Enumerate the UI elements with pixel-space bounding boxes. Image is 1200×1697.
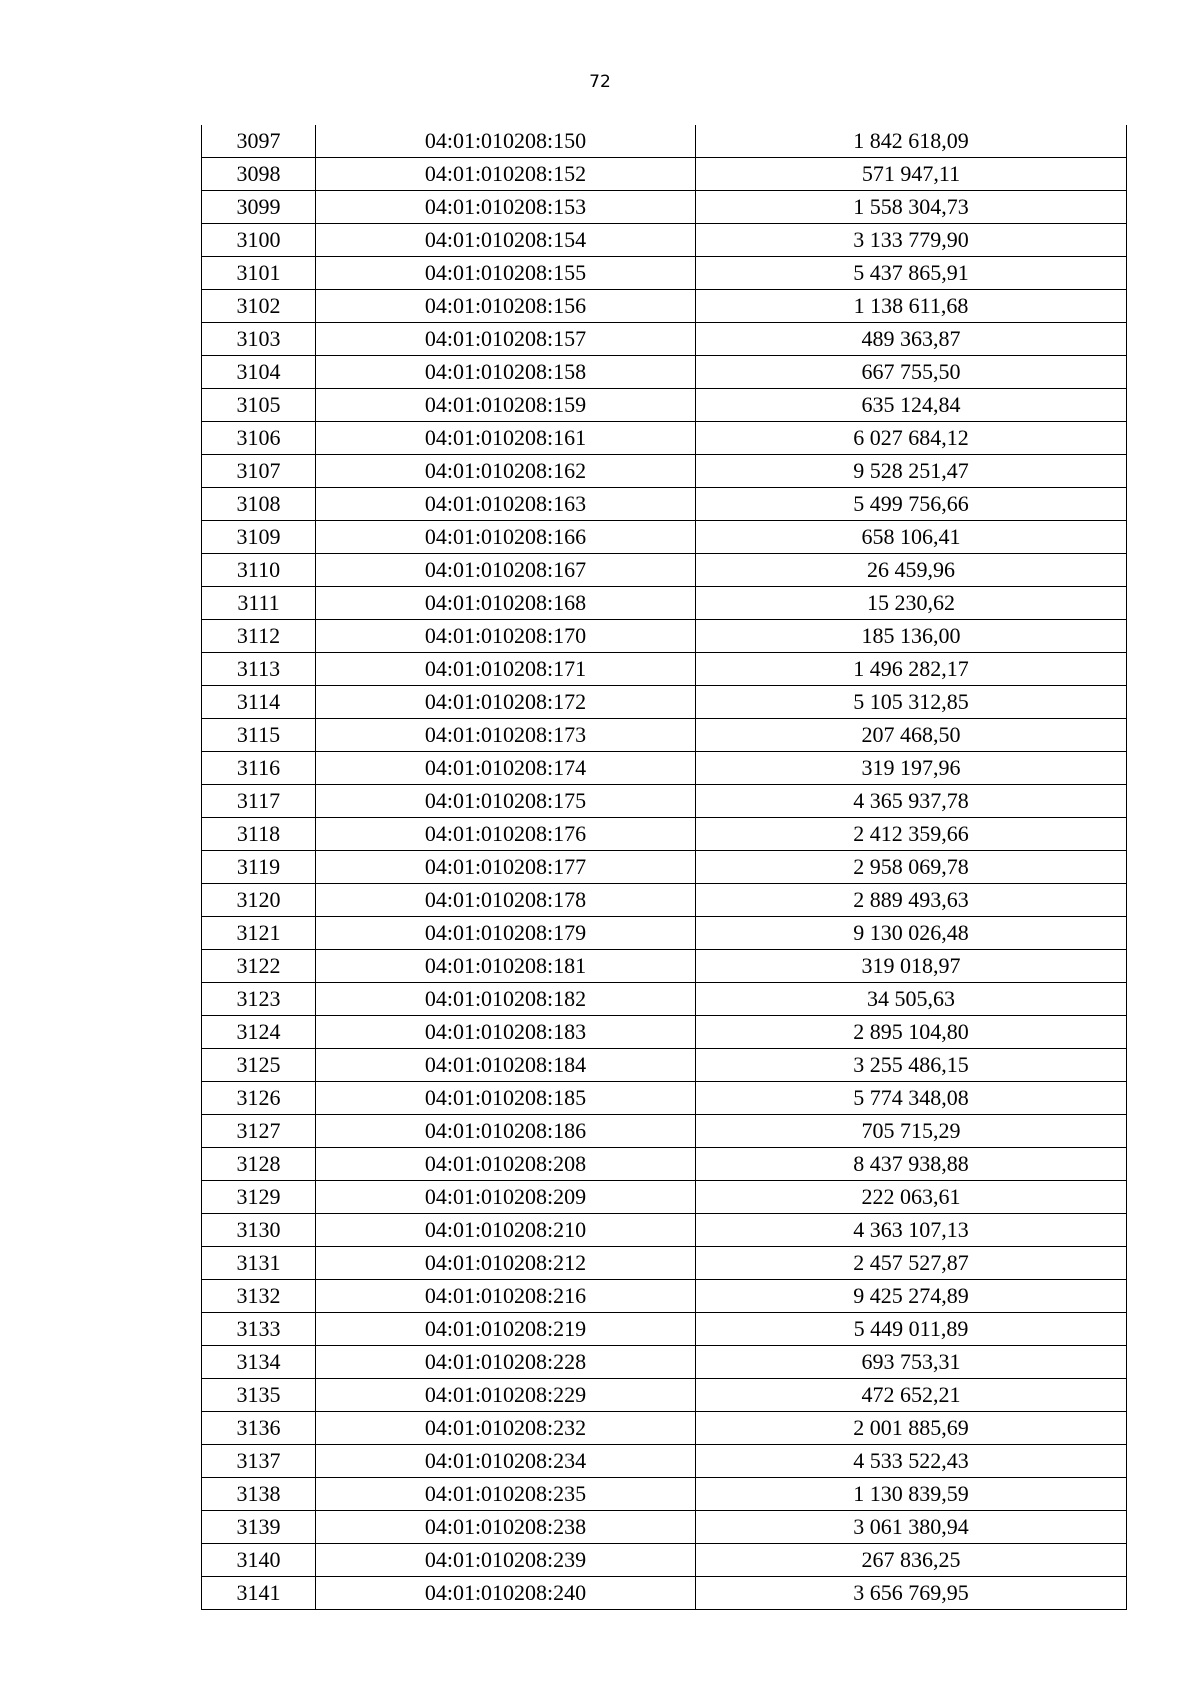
cadastral-number-cell: 04:01:010208:182: [316, 983, 696, 1016]
cadastral-number-cell: 04:01:010208:216: [316, 1280, 696, 1313]
cadastral-value-cell: 185 136,00: [696, 620, 1127, 653]
table-row: [202, 521, 1127, 554]
cadastral-value-cell: 3 656 769,95: [696, 1577, 1127, 1610]
cadastral-value-cell: 2 895 104,80: [696, 1016, 1127, 1049]
cadastral-value-cell: 693 753,31: [696, 1346, 1127, 1379]
cadastral-value-cell: 2 001 885,69: [696, 1412, 1127, 1445]
cadastral-value-cell: 4 363 107,13: [696, 1214, 1127, 1247]
cadastral-value-cell: 9 528 251,47: [696, 455, 1127, 488]
cadastral-number-cell: 04:01:010208:238: [316, 1511, 696, 1544]
cadastral-number-cell: 04:01:010208:162: [316, 455, 696, 488]
table-row: [202, 158, 1127, 191]
table-row: [202, 1346, 1127, 1379]
cadastral-value-cell: 1 130 839,59: [696, 1478, 1127, 1511]
table-row: [202, 851, 1127, 884]
table-row: [202, 983, 1127, 1016]
cadastral-value-cell: 2 958 069,78: [696, 851, 1127, 884]
cadastral-number-cell: 04:01:010208:171: [316, 653, 696, 686]
table-row: [202, 752, 1127, 785]
cadastral-number-cell: 04:01:010208:183: [316, 1016, 696, 1049]
row-number-cell: 3102: [202, 290, 316, 323]
row-number-cell: 3136: [202, 1412, 316, 1445]
cadastral-number-cell: 04:01:010208:159: [316, 389, 696, 422]
cadastral-number-cell: 04:01:010208:178: [316, 884, 696, 917]
cadastral-number-cell: 04:01:010208:174: [316, 752, 696, 785]
cadastral-number-cell: 04:01:010208:185: [316, 1082, 696, 1115]
row-number-cell: 3112: [202, 620, 316, 653]
cadastral-number-cell: 04:01:010208:157: [316, 323, 696, 356]
table-body: [202, 125, 1127, 1610]
cadastral-number-cell: 04:01:010208:156: [316, 290, 696, 323]
cadastral-value-cell: 207 468,50: [696, 719, 1127, 752]
cadastral-number-cell: 04:01:010208:232: [316, 1412, 696, 1445]
table-row: [202, 719, 1127, 752]
table-row: [202, 257, 1127, 290]
row-number-cell: 3121: [202, 917, 316, 950]
cadastral-number-cell: 04:01:010208:234: [316, 1445, 696, 1478]
cadastral-value-cell: 2 412 359,66: [696, 818, 1127, 851]
table-row: [202, 1181, 1127, 1214]
cadastral-number-cell: 04:01:010208:219: [316, 1313, 696, 1346]
table-row: [202, 1478, 1127, 1511]
cadastral-value-table: [201, 125, 1127, 1610]
cadastral-number-cell: 04:01:010208:184: [316, 1049, 696, 1082]
row-number-cell: 3133: [202, 1313, 316, 1346]
row-number-cell: 3119: [202, 851, 316, 884]
cadastral-value-cell: 705 715,29: [696, 1115, 1127, 1148]
table-row: [202, 125, 1127, 158]
cadastral-value-cell: 319 018,97: [696, 950, 1127, 983]
cadastral-number-cell: 04:01:010208:239: [316, 1544, 696, 1577]
cadastral-value-cell: 1 496 282,17: [696, 653, 1127, 686]
table-row: [202, 884, 1127, 917]
cadastral-number-cell: 04:01:010208:153: [316, 191, 696, 224]
table-row: [202, 290, 1127, 323]
cadastral-value-cell: 635 124,84: [696, 389, 1127, 422]
cadastral-number-cell: 04:01:010208:176: [316, 818, 696, 851]
row-number-cell: 3122: [202, 950, 316, 983]
cadastral-value-cell: 3 133 779,90: [696, 224, 1127, 257]
row-number-cell: 3128: [202, 1148, 316, 1181]
table-row: [202, 1148, 1127, 1181]
table-row: [202, 1511, 1127, 1544]
cadastral-value-cell: 34 505,63: [696, 983, 1127, 1016]
cadastral-value-cell: 3 255 486,15: [696, 1049, 1127, 1082]
page-number: 72: [589, 72, 611, 92]
cadastral-number-cell: 04:01:010208:173: [316, 719, 696, 752]
cadastral-value-cell: 2 889 493,63: [696, 884, 1127, 917]
table-row: [202, 488, 1127, 521]
row-number-cell: 3109: [202, 521, 316, 554]
row-number-cell: 3107: [202, 455, 316, 488]
cadastral-value-cell: 489 363,87: [696, 323, 1127, 356]
cadastral-number-cell: 04:01:010208:240: [316, 1577, 696, 1610]
cadastral-number-cell: 04:01:010208:167: [316, 554, 696, 587]
table-row: [202, 422, 1127, 455]
cadastral-value-cell: 667 755,50: [696, 356, 1127, 389]
table-row: [202, 686, 1127, 719]
row-number-cell: 3118: [202, 818, 316, 851]
row-number-cell: 3134: [202, 1346, 316, 1379]
cadastral-number-cell: 04:01:010208:229: [316, 1379, 696, 1412]
table-row: [202, 653, 1127, 686]
table-row: [202, 191, 1127, 224]
table-row: [202, 1412, 1127, 1445]
table-row: [202, 1313, 1127, 1346]
table-row: [202, 323, 1127, 356]
table-row: [202, 1379, 1127, 1412]
cadastral-number-cell: 04:01:010208:150: [316, 125, 696, 158]
cadastral-value-cell: 319 197,96: [696, 752, 1127, 785]
row-number-cell: 3126: [202, 1082, 316, 1115]
row-number-cell: 3113: [202, 653, 316, 686]
row-number-cell: 3116: [202, 752, 316, 785]
cadastral-number-cell: 04:01:010208:158: [316, 356, 696, 389]
table-row: [202, 389, 1127, 422]
table-row: [202, 1214, 1127, 1247]
row-number-cell: 3110: [202, 554, 316, 587]
row-number-cell: 3103: [202, 323, 316, 356]
cadastral-value-cell: 4 533 522,43: [696, 1445, 1127, 1478]
table-row: [202, 587, 1127, 620]
row-number-cell: 3140: [202, 1544, 316, 1577]
row-number-cell: 3127: [202, 1115, 316, 1148]
table-row: [202, 1247, 1127, 1280]
row-number-cell: 3101: [202, 257, 316, 290]
cadastral-value-cell: 1 558 304,73: [696, 191, 1127, 224]
cadastral-number-cell: 04:01:010208:228: [316, 1346, 696, 1379]
cadastral-number-cell: 04:01:010208:168: [316, 587, 696, 620]
table-row: [202, 554, 1127, 587]
row-number-cell: 3100: [202, 224, 316, 257]
row-number-cell: 3097: [202, 125, 316, 158]
cadastral-number-cell: 04:01:010208:166: [316, 521, 696, 554]
table-row: [202, 950, 1127, 983]
table-row: [202, 1445, 1127, 1478]
row-number-cell: 3123: [202, 983, 316, 1016]
cadastral-number-cell: 04:01:010208:155: [316, 257, 696, 290]
row-number-cell: 3130: [202, 1214, 316, 1247]
cadastral-value-cell: 472 652,21: [696, 1379, 1127, 1412]
cadastral-value-cell: 3 061 380,94: [696, 1511, 1127, 1544]
cadastral-value-cell: 5 437 865,91: [696, 257, 1127, 290]
cadastral-number-cell: 04:01:010208:212: [316, 1247, 696, 1280]
table-row: [202, 917, 1127, 950]
row-number-cell: 3115: [202, 719, 316, 752]
row-number-cell: 3117: [202, 785, 316, 818]
row-number-cell: 3098: [202, 158, 316, 191]
cadastral-number-cell: 04:01:010208:170: [316, 620, 696, 653]
cadastral-value-cell: 222 063,61: [696, 1181, 1127, 1214]
cadastral-number-cell: 04:01:010208:209: [316, 1181, 696, 1214]
cadastral-value-cell: 15 230,62: [696, 587, 1127, 620]
table-row: [202, 1577, 1127, 1610]
table-row: [202, 224, 1127, 257]
cadastral-number-cell: 04:01:010208:235: [316, 1478, 696, 1511]
cadastral-value-cell: 5 449 011,89: [696, 1313, 1127, 1346]
row-number-cell: 3125: [202, 1049, 316, 1082]
table-row: [202, 785, 1127, 818]
cadastral-number-cell: 04:01:010208:175: [316, 785, 696, 818]
row-number-cell: 3106: [202, 422, 316, 455]
cadastral-number-cell: 04:01:010208:152: [316, 158, 696, 191]
row-number-cell: 3099: [202, 191, 316, 224]
cadastral-number-cell: 04:01:010208:181: [316, 950, 696, 983]
cadastral-number-cell: 04:01:010208:208: [316, 1148, 696, 1181]
cadastral-value-cell: 571 947,11: [696, 158, 1127, 191]
cadastral-value-cell: 26 459,96: [696, 554, 1127, 587]
table-row: [202, 1016, 1127, 1049]
cadastral-value-cell: 1 842 618,09: [696, 125, 1127, 158]
table-row: [202, 1280, 1127, 1313]
row-number-cell: 3124: [202, 1016, 316, 1049]
row-number-cell: 3131: [202, 1247, 316, 1280]
row-number-cell: 3104: [202, 356, 316, 389]
row-number-cell: 3111: [202, 587, 316, 620]
cadastral-number-cell: 04:01:010208:179: [316, 917, 696, 950]
table-row: [202, 1082, 1127, 1115]
row-number-cell: 3108: [202, 488, 316, 521]
cadastral-value-cell: 1 138 611,68: [696, 290, 1127, 323]
row-number-cell: 3141: [202, 1577, 316, 1610]
row-number-cell: 3114: [202, 686, 316, 719]
row-number-cell: 3139: [202, 1511, 316, 1544]
cadastral-value-cell: 5 774 348,08: [696, 1082, 1127, 1115]
cadastral-number-cell: 04:01:010208:154: [316, 224, 696, 257]
table-row: [202, 818, 1127, 851]
cadastral-number-cell: 04:01:010208:161: [316, 422, 696, 455]
row-number-cell: 3137: [202, 1445, 316, 1478]
table-row: [202, 620, 1127, 653]
cadastral-value-cell: 5 499 756,66: [696, 488, 1127, 521]
row-number-cell: 3120: [202, 884, 316, 917]
cadastral-value-cell: 658 106,41: [696, 521, 1127, 554]
cadastral-value-cell: 6 027 684,12: [696, 422, 1127, 455]
cadastral-number-cell: 04:01:010208:210: [316, 1214, 696, 1247]
table-row: [202, 1544, 1127, 1577]
table-row: [202, 1049, 1127, 1082]
cadastral-value-cell: 9 130 026,48: [696, 917, 1127, 950]
table-row: [202, 1115, 1127, 1148]
cadastral-number-cell: 04:01:010208:186: [316, 1115, 696, 1148]
cadastral-value-cell: 4 365 937,78: [696, 785, 1127, 818]
cadastral-value-cell: 8 437 938,88: [696, 1148, 1127, 1181]
row-number-cell: 3135: [202, 1379, 316, 1412]
cadastral-value-cell: 2 457 527,87: [696, 1247, 1127, 1280]
cadastral-value-cell: 5 105 312,85: [696, 686, 1127, 719]
row-number-cell: 3105: [202, 389, 316, 422]
table-row: [202, 455, 1127, 488]
cadastral-value-cell: 267 836,25: [696, 1544, 1127, 1577]
cadastral-value-cell: 9 425 274,89: [696, 1280, 1127, 1313]
row-number-cell: 3138: [202, 1478, 316, 1511]
table-row: [202, 356, 1127, 389]
cadastral-number-cell: 04:01:010208:163: [316, 488, 696, 521]
row-number-cell: 3132: [202, 1280, 316, 1313]
cadastral-number-cell: 04:01:010208:177: [316, 851, 696, 884]
row-number-cell: 3129: [202, 1181, 316, 1214]
cadastral-number-cell: 04:01:010208:172: [316, 686, 696, 719]
